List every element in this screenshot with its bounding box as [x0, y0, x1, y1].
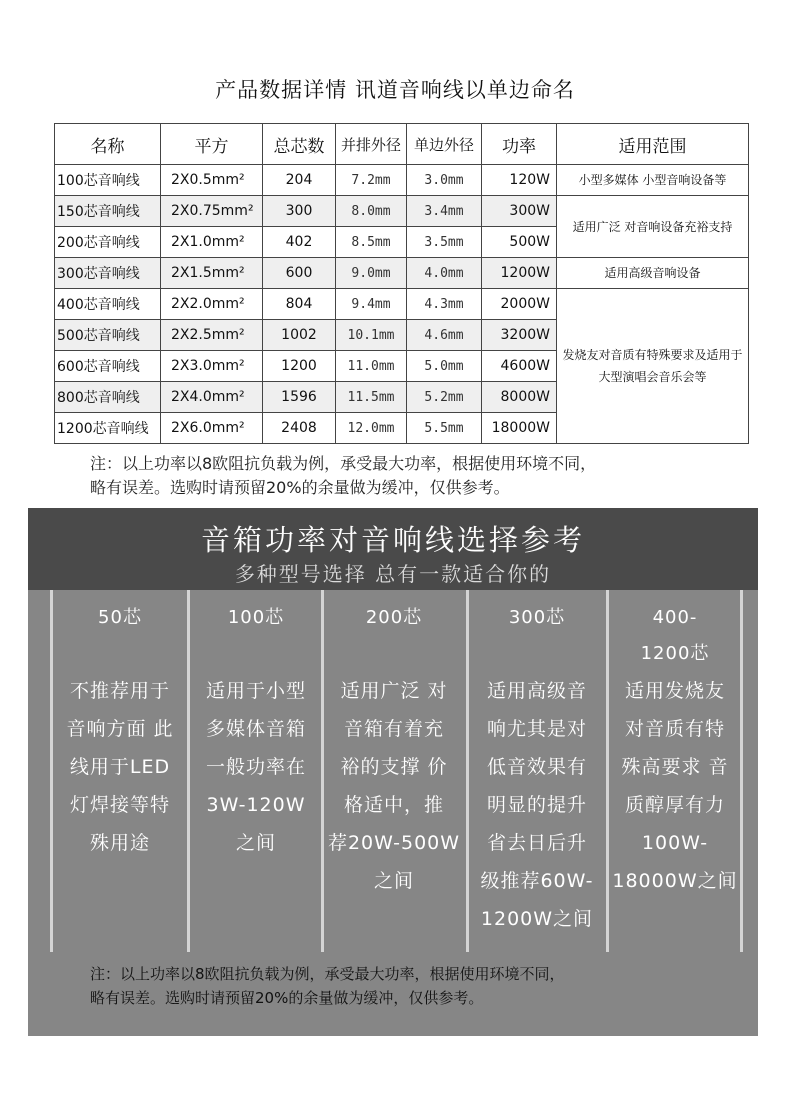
desc-line: 灯焊接等特 — [69, 794, 170, 816]
desc-line: 1200W之间 — [480, 908, 594, 930]
parallel-diameter: 10.1mm — [336, 320, 407, 351]
cross-section: 2X2.5mm² — [161, 320, 263, 351]
column-header: 总芯数 — [263, 124, 336, 165]
desc-line: 18000W之间 — [612, 870, 738, 892]
single-diameter: 5.5mm — [407, 413, 482, 444]
spec-table — [54, 123, 749, 444]
usage-cell: 发烧友对音质有特殊要求及适用于大型演唱会音乐会等 — [557, 289, 749, 444]
desc-line: 适用于小型 — [205, 680, 306, 702]
single-diameter: 4.6mm — [407, 320, 482, 351]
parallel-diameter: 8.0mm — [336, 196, 407, 227]
cable-name: 600芯音响线 — [55, 351, 161, 382]
column-title — [469, 600, 605, 672]
core-count: 600 — [263, 258, 336, 289]
desc-line: 线用于LED — [69, 756, 171, 778]
desc-line: 适用高级音 — [486, 680, 587, 702]
table-header-row — [55, 124, 749, 165]
power: 4600W — [482, 351, 557, 382]
panel-subtitle: 多种型号选择 总有一款适合你的 — [234, 562, 552, 586]
desc-line: 音响方面 此 — [66, 718, 174, 740]
desc-line: 100W- — [641, 832, 709, 854]
column-header: 名称 — [55, 124, 161, 165]
core-count: 402 — [263, 227, 336, 258]
cross-section: 2X1.0mm² — [161, 227, 263, 258]
desc-line: 格适中，推 — [343, 794, 444, 816]
cable-name: 100芯音响线 — [55, 165, 161, 196]
column-title — [188, 600, 324, 672]
cross-section: 2X1.5mm² — [161, 258, 263, 289]
note-line: 略有误差。选购时请预留20%的余量做为缓冲，仅供参考。 — [90, 478, 510, 497]
disclaimer-note — [90, 452, 770, 500]
desc-line: 裕的支撑 价 — [340, 756, 448, 778]
power: 8000W — [482, 382, 557, 413]
single-diameter: 4.3mm — [407, 289, 482, 320]
cross-section: 2X3.0mm² — [161, 351, 263, 382]
table-row — [55, 258, 749, 289]
desc-line: 一般功率在 — [205, 756, 306, 778]
core-count: 204 — [263, 165, 336, 196]
parallel-diameter: 8.5mm — [336, 227, 407, 258]
power: 2000W — [482, 289, 557, 320]
column-header: 并排外径 — [336, 124, 407, 165]
single-diameter: 5.2mm — [407, 382, 482, 413]
core-count: 1200 — [263, 351, 336, 382]
column-description — [607, 672, 743, 900]
column-title — [326, 600, 462, 672]
desc-line: 级推荐60W- — [480, 870, 594, 892]
core-count: 300 — [263, 196, 336, 227]
column-title-line: 300芯 — [508, 607, 566, 628]
desc-line: 适用发烧友 — [624, 680, 725, 702]
power: 1200W — [482, 258, 557, 289]
cable-name: 300芯音响线 — [55, 258, 161, 289]
cable-name: 400芯音响线 — [55, 289, 161, 320]
desc-line: 殊用途 — [89, 832, 150, 854]
panel-disclaimer-note — [90, 962, 770, 1010]
desc-line: 殊高要求 音 — [621, 756, 729, 778]
desc-line: 音箱有着充 — [343, 718, 444, 740]
cable-name: 150芯音响线 — [55, 196, 161, 227]
single-diameter: 3.0mm — [407, 165, 482, 196]
power: 18000W — [482, 413, 557, 444]
recommend-column-200 — [326, 590, 462, 900]
cable-name: 800芯音响线 — [55, 382, 161, 413]
column-description — [52, 672, 188, 862]
desc-line: 3W-120W — [206, 794, 306, 816]
power: 120W — [482, 165, 557, 196]
parallel-diameter: 7.2mm — [336, 165, 407, 196]
power: 300W — [482, 196, 557, 227]
desc-line: 之间 — [235, 832, 276, 854]
usage-cell: 小型多媒体 小型音响设备等 — [557, 165, 749, 196]
column-description — [188, 672, 324, 862]
parallel-diameter: 9.4mm — [336, 289, 407, 320]
single-diameter: 4.0mm — [407, 258, 482, 289]
desc-line: 低音效果有 — [486, 756, 587, 778]
recommend-column-100 — [188, 590, 324, 862]
cross-section: 2X0.5mm² — [161, 165, 263, 196]
desc-line: 之间 — [373, 870, 414, 892]
power: 3200W — [482, 320, 557, 351]
desc-line: 荐20W-500W — [327, 832, 461, 854]
note-line: 略有误差。选购时请预留20%的余量做为缓冲，仅供参考。 — [90, 989, 484, 1007]
column-header: 单边外径 — [407, 124, 482, 165]
panel-header — [28, 508, 758, 590]
parallel-diameter: 9.0mm — [336, 258, 407, 289]
desc-line: 质醇厚有力 — [624, 794, 725, 816]
column-header: 功率 — [482, 124, 557, 165]
cross-section: 2X0.75mm² — [161, 196, 263, 227]
desc-line: 多媒体音箱 — [205, 718, 306, 740]
parallel-diameter: 12.0mm — [336, 413, 407, 444]
column-title-line: 1200芯 — [640, 643, 710, 664]
cross-section: 2X6.0mm² — [161, 413, 263, 444]
desc-line: 响尤其是对 — [486, 718, 587, 740]
cable-name: 200芯音响线 — [55, 227, 161, 258]
cross-section: 2X2.0mm² — [161, 289, 263, 320]
desc-line: 适用广泛 对 — [340, 680, 448, 702]
cross-section: 2X4.0mm² — [161, 382, 263, 413]
single-diameter: 3.4mm — [407, 196, 482, 227]
core-count: 1002 — [263, 320, 336, 351]
column-title-line: 100芯 — [227, 607, 285, 628]
desc-line: 不推荐用于 — [69, 680, 170, 702]
power: 500W — [482, 227, 557, 258]
column-title-line: 50芯 — [98, 607, 142, 628]
table-row — [55, 196, 749, 227]
desc-line: 省去日后升 — [486, 832, 587, 854]
note-line: 注：以上功率以8欧阻抗负载为例，承受最大功率，根据使用环境不同， — [90, 965, 565, 983]
note-line: 注：以上功率以8欧阻抗负载为例，承受最大功率，根据使用环境不同， — [90, 454, 597, 473]
usage-cell: 适用广泛 对音响设备充裕支持 — [557, 196, 749, 258]
core-count: 2408 — [263, 413, 336, 444]
cable-name: 1200芯音响线 — [55, 413, 161, 444]
single-diameter: 3.5mm — [407, 227, 482, 258]
column-description — [469, 672, 605, 938]
desc-line: 对音质有特 — [624, 718, 725, 740]
page-title: 产品数据详情 讯道音响线以单边命名 — [215, 78, 575, 102]
column-title — [607, 600, 743, 672]
column-title — [52, 600, 188, 672]
parallel-diameter: 11.0mm — [336, 351, 407, 382]
single-diameter: 5.0mm — [407, 351, 482, 382]
recommend-column-300 — [469, 590, 605, 938]
usage-cell: 适用高级音响设备 — [557, 258, 749, 289]
parallel-diameter: 11.5mm — [336, 382, 407, 413]
column-title-line: 200芯 — [365, 607, 423, 628]
column-description — [326, 672, 462, 900]
cable-name: 500芯音响线 — [55, 320, 161, 351]
recommend-column-400-1200 — [607, 590, 743, 900]
recommend-column-50 — [52, 590, 188, 862]
desc-line: 明显的提升 — [486, 794, 587, 816]
column-header: 平方 — [161, 124, 263, 165]
recommendation-panel — [28, 508, 758, 1036]
table-row — [55, 165, 749, 196]
column-header: 适用范围 — [557, 124, 749, 165]
panel-title: 音箱功率对音响线选择参考 — [200, 523, 585, 557]
table-row — [55, 289, 749, 320]
core-count: 804 — [263, 289, 336, 320]
column-title-line: 400- — [652, 607, 698, 628]
core-count: 1596 — [263, 382, 336, 413]
